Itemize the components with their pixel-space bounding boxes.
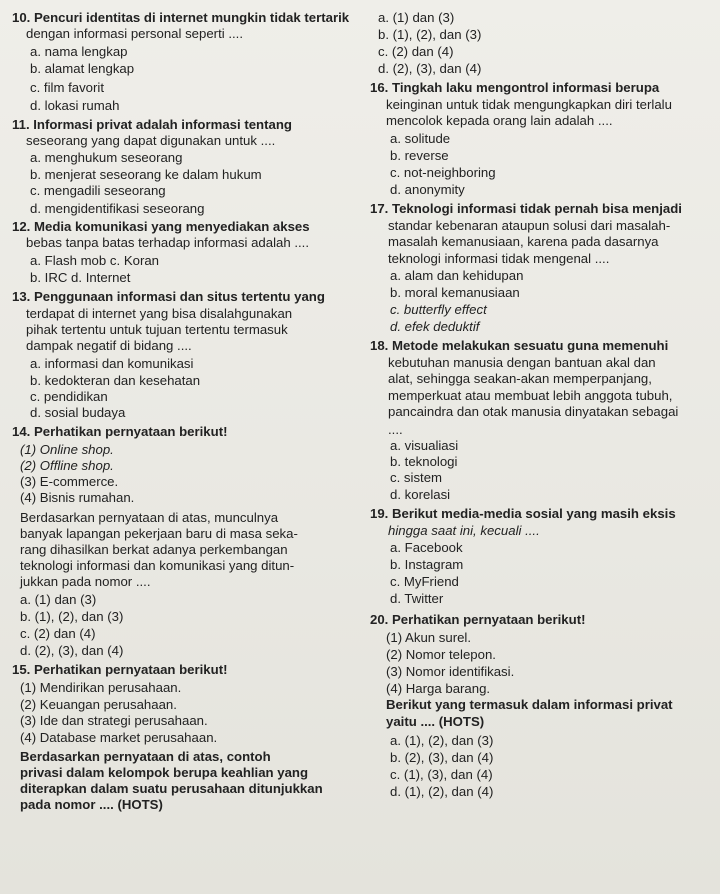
left-line-26: (2) Offline shop. bbox=[20, 458, 114, 473]
right-line-30: hingga saat ini, kecuali .... bbox=[388, 523, 540, 538]
right-line-21: alat, sehingga seakan-akan memperpanjang, bbox=[388, 371, 652, 386]
right-line-26: b. teknologi bbox=[390, 454, 458, 469]
left-line-22: c. pendidikan bbox=[30, 389, 108, 404]
left-line-17: terdapat di internet yang bisa disalahgunakan bbox=[26, 306, 293, 321]
left-line-45: diterapkan dalam suatu perusahaan ditunjukkan bbox=[20, 781, 323, 796]
right-line-41: yaitu .... (HOTS) bbox=[386, 714, 485, 729]
right-line-24: .... bbox=[388, 422, 403, 437]
right-line-20: kebutuhan manusia dengan bantuan akal dan bbox=[388, 355, 656, 370]
right-line-14: teknologi informasi tidak mengenal .... bbox=[388, 251, 610, 266]
left-line-16: 13. Penggunaan informasi dan situs tertentu yang bbox=[12, 289, 325, 304]
right-line-9: c. not-neighboring bbox=[390, 165, 496, 180]
left-line-37: d. (2), (3), dan (4) bbox=[20, 643, 124, 658]
left-line-25: (1) Online shop. bbox=[20, 442, 114, 457]
right-line-12: standar kebenaran ataupun solusi dari masalah- bbox=[388, 218, 671, 233]
left-line-6: 11. Informasi privat adalah informasi tentang bbox=[12, 117, 292, 132]
left-line-10: c. mengadili seseorang bbox=[30, 183, 166, 198]
right-line-6: mencolok kepada orang lain adalah .... bbox=[386, 113, 613, 128]
right-line-37: (2) Nomor telepon. bbox=[386, 647, 496, 662]
right-line-11: 17. Teknologi informasi tidak pernah bisa menjadi bbox=[370, 201, 682, 216]
right-line-10: d. anonymity bbox=[390, 182, 465, 197]
left-line-44: privasi dalam kelompok berupa keahlian yang bbox=[20, 765, 309, 780]
right-line-27: c. sistem bbox=[390, 470, 443, 485]
left-line-0: 10. Pencuri identitas di internet mungkin tidak tertarik bbox=[12, 10, 350, 25]
right-line-35: 20. Perhatikan pernyataan berikut! bbox=[370, 612, 586, 627]
left-line-4: c. film favorit bbox=[30, 80, 105, 95]
left-line-33: jukkan pada nomor .... bbox=[20, 574, 151, 589]
left-line-46: pada nomor .... (HOTS) bbox=[20, 797, 163, 812]
left-line-9: b. menjerat seseorang ke dalam hukum bbox=[30, 167, 262, 182]
right-line-43: b. (2), (3), dan (4) bbox=[390, 750, 494, 765]
left-line-40: (2) Keuangan perusahaan. bbox=[20, 697, 177, 712]
left-line-34: a. (1) dan (3) bbox=[20, 592, 97, 607]
right-line-44: c. (1), (3), dan (4) bbox=[390, 767, 493, 782]
left-line-30: banyak lapangan pekerjaan baru di masa seka- bbox=[20, 526, 298, 541]
left-line-12: 12. Media komunikasi yang menyediakan akses bbox=[12, 219, 310, 234]
right-line-8: b. reverse bbox=[390, 148, 449, 163]
right-line-36: (1) Akun surel. bbox=[386, 630, 472, 645]
right-line-33: c. MyFriend bbox=[390, 574, 459, 589]
left-line-5: d. lokasi rumah bbox=[30, 98, 120, 113]
left-line-42: (4) Database market perusahaan. bbox=[20, 730, 218, 745]
left-line-1: dengan informasi personal seperti .... bbox=[26, 26, 243, 41]
left-line-43: Berdasarkan pernyataan di atas, contoh bbox=[20, 749, 271, 764]
right-line-25: a. visualiasi bbox=[390, 438, 459, 453]
right-line-32: b. Instagram bbox=[390, 557, 464, 572]
left-line-15: b. IRC d. Internet bbox=[30, 270, 131, 285]
left-line-27: (3) E-commerce. bbox=[20, 474, 119, 489]
right-line-2: c. (2) dan (4) bbox=[378, 44, 454, 59]
right-line-34: d. Twitter bbox=[390, 591, 444, 606]
left-line-23: d. sosial budaya bbox=[30, 405, 126, 420]
right-line-15: a. alam dan kehidupan bbox=[390, 268, 524, 283]
right-line-4: 16. Tingkah laku mengontrol informasi berupa bbox=[370, 80, 660, 95]
right-line-42: a. (1), (2), dan (3) bbox=[390, 733, 494, 748]
left-line-7: seseorang yang dapat digunakan untuk .... bbox=[26, 133, 276, 148]
right-line-38: (3) Nomor identifikasi. bbox=[386, 664, 515, 679]
left-line-2: a. nama lengkap bbox=[30, 44, 128, 59]
left-line-32: teknologi informasi dan komunikasi yang ditun- bbox=[20, 558, 295, 573]
right-line-40: Berikut yang termasuk dalam informasi privat bbox=[386, 697, 673, 712]
right-line-5: keinginan untuk tidak mengungkapkan diri terlalu bbox=[386, 97, 672, 112]
left-line-41: (3) Ide dan strategi perusahaan. bbox=[20, 713, 208, 728]
right-line-0: a. (1) dan (3) bbox=[378, 10, 455, 25]
right-line-17: c. butterfly effect bbox=[390, 302, 487, 317]
right-line-29: 19. Berikut media-media sosial yang masih eksis bbox=[370, 506, 676, 521]
right-line-3: d. (2), (3), dan (4) bbox=[378, 61, 482, 76]
left-line-38: 15. Perhatikan pernyataan berikut! bbox=[12, 662, 228, 677]
right-line-13: masalah kemanusiaan, karena pada dasarnya bbox=[388, 234, 659, 249]
left-line-36: c. (2) dan (4) bbox=[20, 626, 96, 641]
left-line-3: b. alamat lengkap bbox=[30, 61, 135, 76]
right-line-45: d. (1), (2), dan (4) bbox=[390, 784, 494, 799]
right-line-1: b. (1), (2), dan (3) bbox=[378, 27, 482, 42]
right-line-28: d. korelasi bbox=[390, 487, 451, 502]
left-line-14: a. Flash mob c. Koran bbox=[30, 253, 160, 268]
left-line-8: a. menghukum seseorang bbox=[30, 150, 183, 165]
left-line-31: rang dihasilkan berkat adanya perkembangan bbox=[20, 542, 288, 557]
left-line-18: pihak tertentu untuk tujuan tertentu termasuk bbox=[26, 322, 288, 337]
right-line-16: b. moral kemanusiaan bbox=[390, 285, 520, 300]
left-line-13: bebas tanpa batas terhadap informasi adalah .... bbox=[26, 235, 309, 250]
right-line-22: memperkuat atau membuat lebih anggota tubuh, bbox=[388, 388, 673, 403]
left-line-11: d. mengidentifikasi seseorang bbox=[30, 201, 205, 216]
right-line-18: d. efek deduktif bbox=[390, 319, 480, 334]
left-line-28: (4) Bisnis rumahan. bbox=[20, 490, 135, 505]
right-line-39: (4) Harga barang. bbox=[386, 681, 491, 696]
left-line-24: 14. Perhatikan pernyataan berikut! bbox=[12, 424, 228, 439]
left-line-21: b. kedokteran dan kesehatan bbox=[30, 373, 201, 388]
left-line-19: dampak negatif di bidang .... bbox=[26, 338, 192, 353]
left-line-35: b. (1), (2), dan (3) bbox=[20, 609, 124, 624]
right-line-19: 18. Metode melakukan sesuatu guna memenuhi bbox=[370, 338, 669, 353]
left-line-39: (1) Mendirikan perusahaan. bbox=[20, 680, 182, 695]
right-line-23: pancaindra dan otak manusia dinyatakan sebagai bbox=[388, 404, 679, 419]
right-line-31: a. Facebook bbox=[390, 540, 463, 555]
right-line-7: a. solitude bbox=[390, 131, 451, 146]
left-line-20: a. informasi dan komunikasi bbox=[30, 356, 194, 371]
left-line-29: Berdasarkan pernyataan di atas, munculnya bbox=[20, 510, 279, 525]
